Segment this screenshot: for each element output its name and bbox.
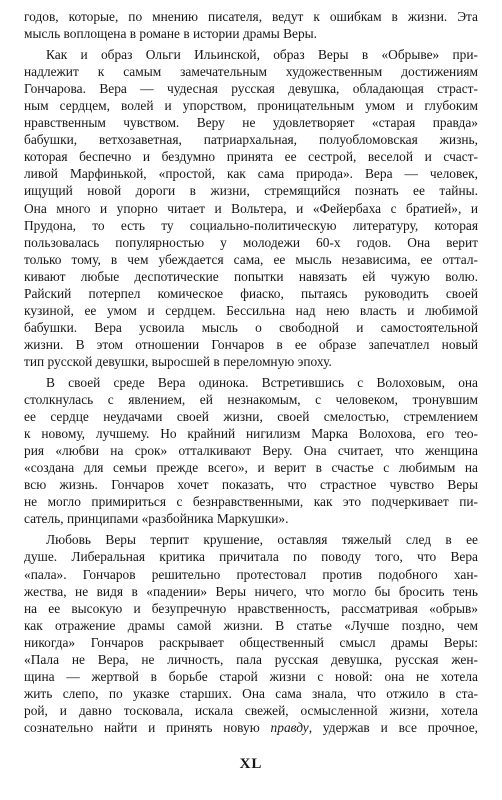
- text-line: годов, которые, по мнению писателя, ведут к ошибкам в жизни. Эта: [24, 9, 478, 24]
- text-line: «Пала не Вера, не личность, пала русская девушка, русская жен-: [24, 651, 478, 667]
- paragraph-4: [24, 531, 478, 736]
- page-number: XL: [239, 756, 263, 772]
- text-segment: , удержав и все прочное,: [308, 719, 478, 735]
- paragraph-3: [24, 374, 478, 527]
- paragraph-2: [24, 46, 478, 370]
- text-line: столкнулась с явлением, ей незнакомым, с человеком, тронувшим: [24, 392, 478, 408]
- text-line: В своей среде Вера одинока. Встретившись с Волоховым, она: [46, 374, 478, 390]
- text-line: «создана для семьи прежде всего», и верит в счастье с любимым на: [24, 460, 478, 476]
- text-line: пользовалась популярностью у молодежи 60-х годов. Она верит: [24, 234, 478, 250]
- text-line: рия «любви на срок» отталкивают Веру. Она считает, что женщина: [24, 443, 478, 459]
- text-line: на ее высокую и безупречную нравственность, рассматривая «обрыв»: [24, 600, 478, 616]
- text-line: кивают любые деспотические попытки навязать ей чужую волю.: [24, 268, 478, 284]
- text-line: сатель, принципами «разбойника Маркушки».: [24, 511, 289, 527]
- text-line: жизни. В этом отношении Гончаров в ее образе запечатлел новый: [24, 336, 478, 352]
- text-line: ищущий новой дороги в жизни, стремящийся познать ее тайны.: [24, 183, 478, 199]
- text-line: надлежит к самым замечательным художественным достижениям: [24, 64, 478, 80]
- paragraph-1: [24, 8, 478, 42]
- text-segment: сознательно найти и принять новую: [24, 719, 271, 735]
- text-line: щина — жертвой в борьбе старой жизни с новой: она не хотела: [24, 668, 478, 684]
- text-line: Райский потерпел комическое фиаско, пытаясь руководить своей: [24, 285, 478, 301]
- text-line: душе. Либеральная критика причитала по поводу того, что Вера: [24, 549, 478, 565]
- text-line: ным сердцем, волей и упорством, проницательным умом и глубоким: [24, 98, 478, 114]
- text-line: мысль воплощена в романе в истории драмы Веры.: [24, 26, 318, 42]
- text-line: Гончарова. Вера — чудесная русская девушка, обладающая страст-: [24, 81, 478, 97]
- text-line: жить слепо, по указке старших. Она сама знала, что отжило в ста-: [24, 685, 478, 701]
- text-line: Как и образ Ольги Ильинской, образ Веры в «Обрыве» при-: [46, 47, 478, 63]
- text-line: Прудона, то есть ту социально-политическую литературу, которая: [24, 217, 478, 233]
- text-line: ливой Марфинькой, «простой, как сама природа». Вера — человек,: [24, 166, 478, 182]
- text-line: всю жизнь. Гончаров хочет показать, что страстное чувство Веры: [24, 477, 478, 493]
- text-line: кузиной, ее умом и сердцем. Бессильна над нею власть и любимой: [24, 302, 478, 318]
- text-line: Любовь Веры терпит крушение, оставляя тяжелый след в ее: [46, 532, 478, 548]
- text-line: никогда» Гончаров раскрывает общественный смысл драмы Веры:: [24, 634, 478, 650]
- text-line: рой, и давно тосковала, искала свежей, осмысленной жизни, хотела: [24, 702, 478, 718]
- text-line: не могло примириться с безнравственными, как это подчеркивает пи-: [24, 494, 478, 510]
- text-line: ее сердце неудачами своей жизни, своей смелостью, стремлением: [24, 409, 478, 425]
- text-line: тип русской девушки, выросшей в переломную эпоху.: [24, 353, 332, 369]
- text-line: Она много и упорно читает и Вольтера, и «Фейербаха с братией», и: [24, 200, 478, 216]
- text-line-final: [24, 719, 478, 736]
- text-line: к новому, лучшему. Но крайний нигилизм Марка Волохова, его тео-: [24, 426, 478, 442]
- text-line: которая беспечно и бездумно принята ее сестрой, веселой и счаст-: [24, 149, 478, 165]
- text-line: жества, не видя в «падении» Веры ничего, что могло бы бросить тень: [24, 583, 478, 599]
- page-body: [24, 8, 478, 736]
- text-line: бабушки, ветхозаветная, патриархальная, полуобломовская жизнь,: [24, 132, 478, 148]
- italic-word: правду: [270, 719, 309, 735]
- text-line: только тому, в чем убеждается сама, ее мысль независима, ее оттал-: [24, 251, 478, 267]
- text-line: нравственным чувством. Веру не удовлетворяет «старая правда»: [24, 115, 478, 131]
- text-line: «пала». Гончаров решительно протестовал против подобного хан-: [24, 566, 478, 582]
- text-line: как отражение драмы самой жизни. В статье «Лучше поздно, чем: [24, 617, 478, 633]
- text-line: бабушки. Вера усвоила мысль о свободной и самостоятельной: [24, 319, 478, 335]
